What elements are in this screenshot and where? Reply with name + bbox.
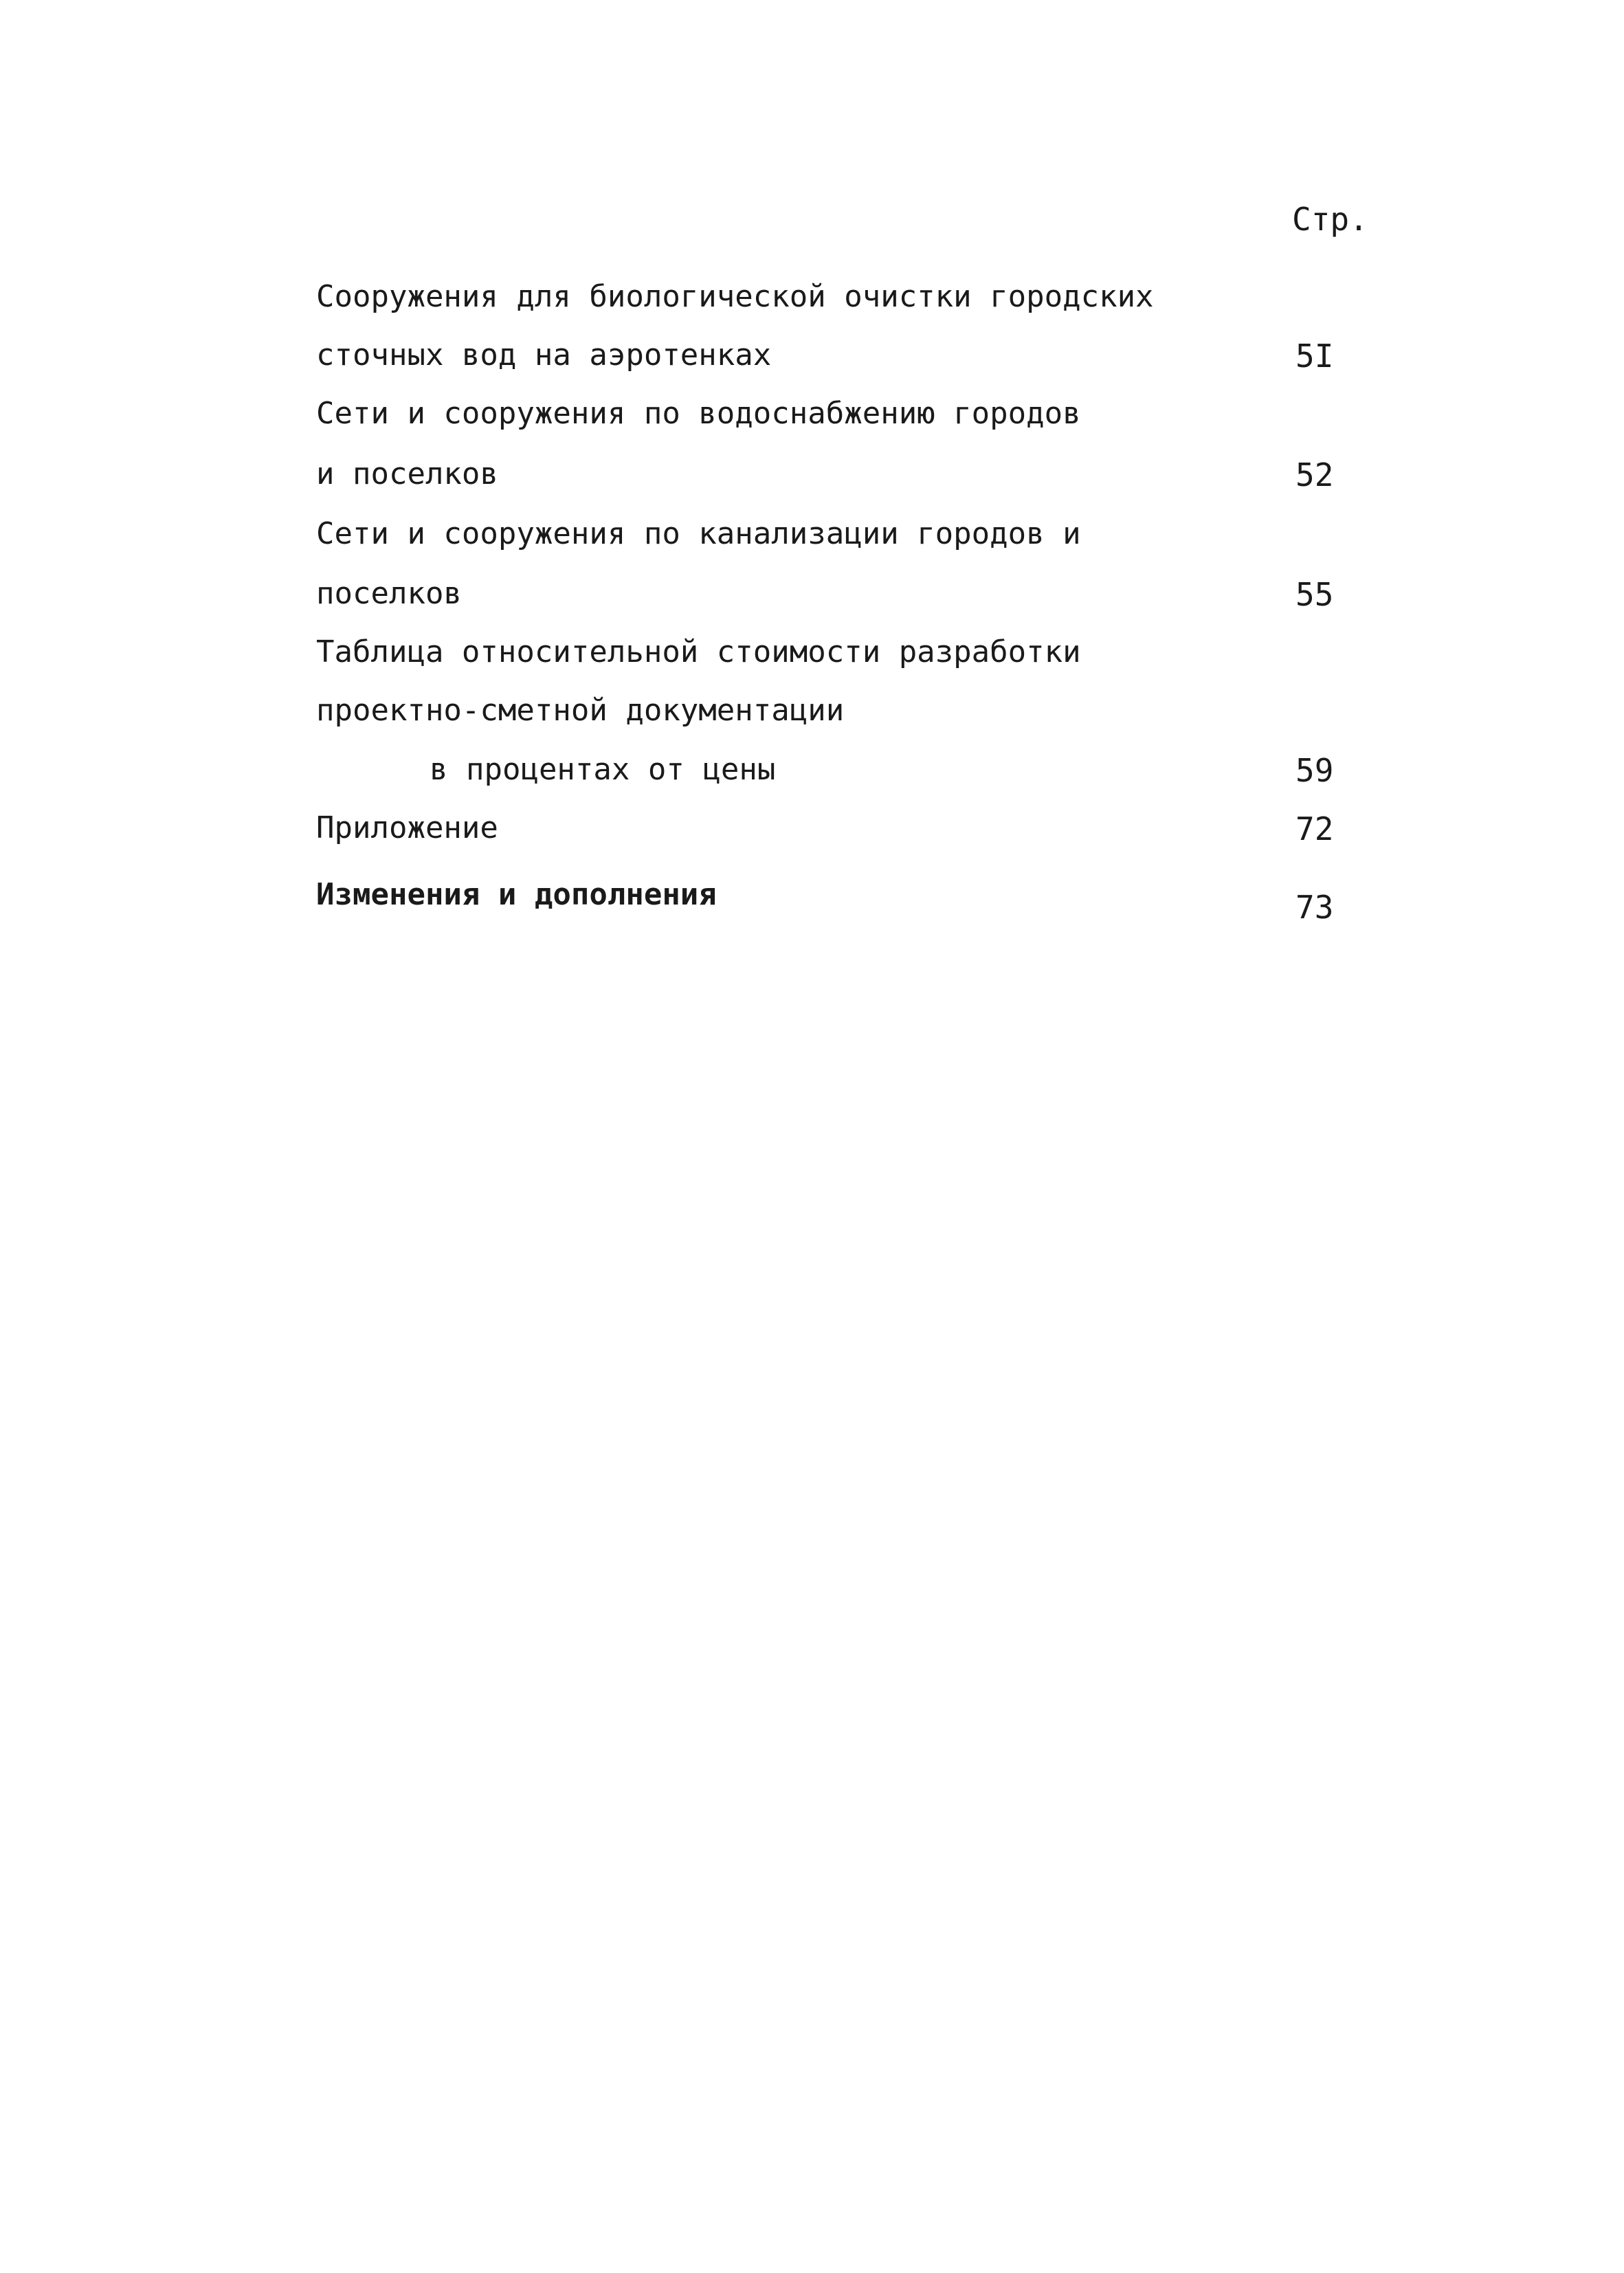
toc-entry-2-page: 52 [1295,456,1334,494]
toc-entry-4-line-2: проектно-сметной документации [316,693,845,728]
toc-entry-1-page: 5I [1295,337,1334,375]
toc-entry-5-page: 72 [1295,810,1334,847]
toc-entry-6-page: 73 [1295,889,1334,926]
toc-entry-3-line-2: поселков [316,576,462,611]
toc-entry-4-page: 59 [1295,752,1334,789]
toc-entry-1-line-2: сточных вод на аэротенках [316,337,772,373]
toc-entry-6-line-1: Изменения и дополнения [316,877,717,912]
toc-entry-4-line-3: в процентах от цены [430,752,776,787]
toc-entry-4-line-1: Таблица относительной стоимости разработки [316,634,1081,669]
toc-entry-3-page: 55 [1295,576,1334,613]
toc-entry-1-line-1: Сооружения для биологической очистки городских [316,279,1154,314]
toc-entry-5-line-1: Приложение [316,810,498,845]
page-column-label: Стр. [1292,201,1368,238]
toc-entry-3-line-1: Сети и сооружения по канализации городов и [316,516,1081,551]
toc-entry-2-line-2: и поселков [316,456,498,491]
toc-entry-2-line-1: Сети и сооружения по водоснабжению городов [316,396,1081,431]
